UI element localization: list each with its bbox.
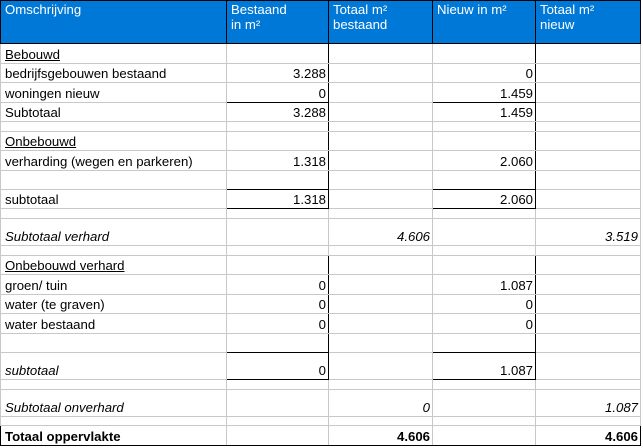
- row-label[interactable]: Subtotaal onverhard: [1, 389, 227, 416]
- table-row: [1, 294, 641, 313]
- cell[interactable]: [433, 121, 536, 131]
- cell[interactable]: [536, 83, 641, 102]
- cell[interactable]: [227, 131, 329, 150]
- cell[interactable]: [329, 275, 433, 294]
- cell[interactable]: [329, 353, 433, 380]
- cell[interactable]: [227, 426, 329, 446]
- cell[interactable]: [227, 219, 329, 246]
- cell[interactable]: [227, 380, 329, 390]
- cell[interactable]: [1, 246, 227, 256]
- header-bestaand-line1: Bestaand: [231, 2, 287, 17]
- cell[interactable]: [536, 333, 641, 352]
- row-label[interactable]: groen/ tuin: [1, 275, 227, 294]
- cell[interactable]: [227, 246, 329, 256]
- header-row: [1, 1, 641, 44]
- header-nieuw[interactable]: [433, 1, 536, 44]
- cell[interactable]: [329, 83, 433, 102]
- cell[interactable]: [329, 416, 433, 426]
- total-nieuw[interactable]: 1.087: [536, 389, 641, 416]
- cell[interactable]: [536, 380, 641, 390]
- value-nieuw[interactable]: 0: [433, 294, 536, 313]
- cell[interactable]: [536, 314, 641, 333]
- cell[interactable]: [536, 416, 641, 426]
- cell[interactable]: [227, 416, 329, 426]
- cell[interactable]: [433, 426, 536, 446]
- spacer-row: [1, 416, 641, 426]
- cell[interactable]: [1, 416, 227, 426]
- cell[interactable]: [536, 44, 641, 63]
- cell[interactable]: [433, 170, 536, 189]
- cell[interactable]: [329, 170, 433, 189]
- header-bestaand-line2: in m²: [231, 17, 261, 32]
- cell[interactable]: [329, 121, 433, 131]
- cell[interactable]: [329, 189, 433, 208]
- table-row: [1, 333, 641, 352]
- value-bestaand[interactable]: 0: [227, 353, 329, 380]
- cell[interactable]: [536, 63, 641, 82]
- cell[interactable]: [1, 121, 227, 131]
- section-title-onbebouwd-verhard-text: Onbebouwd verhard: [5, 258, 125, 274]
- cell[interactable]: [227, 389, 329, 416]
- grand-total-nieuw[interactable]: 4.606: [536, 426, 641, 446]
- table-row: [1, 63, 641, 82]
- cell[interactable]: [536, 151, 641, 170]
- table-row: [1, 255, 641, 274]
- subtotal-row: [1, 189, 641, 208]
- cell[interactable]: [329, 246, 433, 256]
- cell[interactable]: [433, 333, 536, 352]
- cell[interactable]: [433, 219, 536, 246]
- header-totaal-bestaand[interactable]: [329, 1, 433, 44]
- value-nieuw[interactable]: 2.060: [433, 151, 536, 170]
- cell[interactable]: [433, 255, 536, 274]
- table-row: [1, 131, 641, 150]
- header-totaal-bestaand-line2: bestaand: [333, 17, 388, 32]
- value-nieuw[interactable]: 1.087: [433, 275, 536, 294]
- cell[interactable]: [536, 353, 641, 380]
- value-bestaand[interactable]: 3.288: [227, 102, 329, 121]
- cell[interactable]: [1, 333, 227, 352]
- value-nieuw[interactable]: 1.087: [433, 353, 536, 380]
- cell[interactable]: [329, 44, 433, 63]
- cell[interactable]: [536, 209, 641, 219]
- section-title-onbebouwd[interactable]: [1, 131, 227, 150]
- cell[interactable]: [433, 380, 536, 390]
- total-bestaand[interactable]: 0: [329, 389, 433, 416]
- table-row: [1, 170, 641, 189]
- grand-total-bestaand[interactable]: 4.606: [329, 426, 433, 446]
- table-row: [1, 83, 641, 102]
- cell[interactable]: [1, 170, 227, 189]
- cell[interactable]: [227, 209, 329, 219]
- subtotal-row: [1, 102, 641, 121]
- value-bestaand[interactable]: 1.318: [227, 189, 329, 208]
- cell[interactable]: [536, 255, 641, 274]
- total-row: [1, 389, 641, 416]
- cell[interactable]: [536, 102, 641, 121]
- table-row: [1, 275, 641, 294]
- header-nieuw-text: Nieuw in m²: [437, 2, 507, 17]
- cell[interactable]: [329, 209, 433, 219]
- cell[interactable]: [433, 44, 536, 63]
- cell[interactable]: [536, 131, 641, 150]
- value-bestaand[interactable]: 0: [227, 294, 329, 313]
- row-label[interactable]: Subtotaal verhard: [1, 219, 227, 246]
- value-bestaand[interactable]: 3.288: [227, 63, 329, 82]
- value-nieuw[interactable]: 2.060: [433, 189, 536, 208]
- spacer-row: [1, 121, 641, 131]
- header-totaal-bestaand-line1: Totaal m²: [333, 2, 388, 17]
- cell[interactable]: [433, 209, 536, 219]
- cell[interactable]: [536, 121, 641, 131]
- grand-total-row: [1, 426, 641, 446]
- cell[interactable]: [329, 131, 433, 150]
- cell[interactable]: [227, 44, 329, 63]
- cell[interactable]: [227, 170, 329, 189]
- cell[interactable]: [433, 246, 536, 256]
- cell[interactable]: [227, 333, 329, 352]
- cell[interactable]: [536, 294, 641, 313]
- cell[interactable]: [227, 121, 329, 131]
- header-totaal-nieuw-line2: nieuw: [540, 17, 575, 32]
- value-bestaand[interactable]: 1.318: [227, 151, 329, 170]
- cell[interactable]: [536, 189, 641, 208]
- value-nieuw[interactable]: 1.459: [433, 83, 536, 102]
- section-title-onbebouwd-verhard[interactable]: [1, 255, 227, 274]
- cell[interactable]: [227, 255, 329, 274]
- cell[interactable]: [433, 131, 536, 150]
- row-label[interactable]: bedrijfsgebouwen bestaand: [1, 63, 227, 82]
- table-row: [1, 314, 641, 333]
- cell[interactable]: [433, 389, 536, 416]
- cell[interactable]: [329, 314, 433, 333]
- header-totaal-nieuw-line1: Totaal m²: [540, 2, 595, 17]
- cell[interactable]: [1, 209, 227, 219]
- subtotal-row: [1, 353, 641, 380]
- row-label[interactable]: water bestaand: [1, 314, 227, 333]
- cell[interactable]: [1, 380, 227, 390]
- section-title-bebouwd[interactable]: [1, 44, 227, 63]
- value-bestaand[interactable]: 0: [227, 275, 329, 294]
- table-row: [1, 44, 641, 63]
- cell[interactable]: [329, 63, 433, 82]
- row-label[interactable]: Subtotaal: [1, 102, 227, 121]
- spacer-row: [1, 380, 641, 390]
- cell[interactable]: [329, 102, 433, 121]
- grand-total-label[interactable]: Totaal oppervlakte: [1, 426, 227, 446]
- total-row: [1, 219, 641, 246]
- row-label[interactable]: woningen nieuw: [1, 83, 227, 102]
- section-title-onbebouwd-text: Onbebouwd: [5, 134, 77, 150]
- spacer-row: [1, 209, 641, 219]
- header-omschrijving[interactable]: [1, 1, 227, 44]
- row-label[interactable]: subtotaal: [1, 189, 227, 208]
- cell[interactable]: [536, 275, 641, 294]
- header-omschrijving-text: Omschrijving: [5, 2, 82, 17]
- value-nieuw[interactable]: 0: [433, 63, 536, 82]
- header-bestaand[interactable]: [227, 1, 329, 44]
- row-label[interactable]: water (te graven): [1, 294, 227, 313]
- cell[interactable]: [329, 333, 433, 352]
- header-totaal-nieuw[interactable]: [536, 1, 641, 44]
- total-bestaand[interactable]: 4.606: [329, 219, 433, 246]
- cell[interactable]: [433, 416, 536, 426]
- cell[interactable]: [329, 380, 433, 390]
- value-bestaand[interactable]: 0: [227, 83, 329, 102]
- table-row: [1, 151, 641, 170]
- cell[interactable]: [536, 170, 641, 189]
- section-title-bebouwd-text: Bebouwd: [5, 46, 60, 62]
- cell[interactable]: [536, 246, 641, 256]
- value-nieuw[interactable]: 1.459: [433, 102, 536, 121]
- row-label[interactable]: subtotaal: [1, 353, 227, 380]
- value-nieuw[interactable]: 0: [433, 314, 536, 333]
- cell[interactable]: [329, 151, 433, 170]
- cell[interactable]: [329, 255, 433, 274]
- spacer-row: [1, 246, 641, 256]
- cell[interactable]: [329, 294, 433, 313]
- value-bestaand[interactable]: 0: [227, 314, 329, 333]
- row-label[interactable]: verharding (wegen en parkeren): [1, 151, 227, 170]
- total-nieuw[interactable]: 3.519: [536, 219, 641, 246]
